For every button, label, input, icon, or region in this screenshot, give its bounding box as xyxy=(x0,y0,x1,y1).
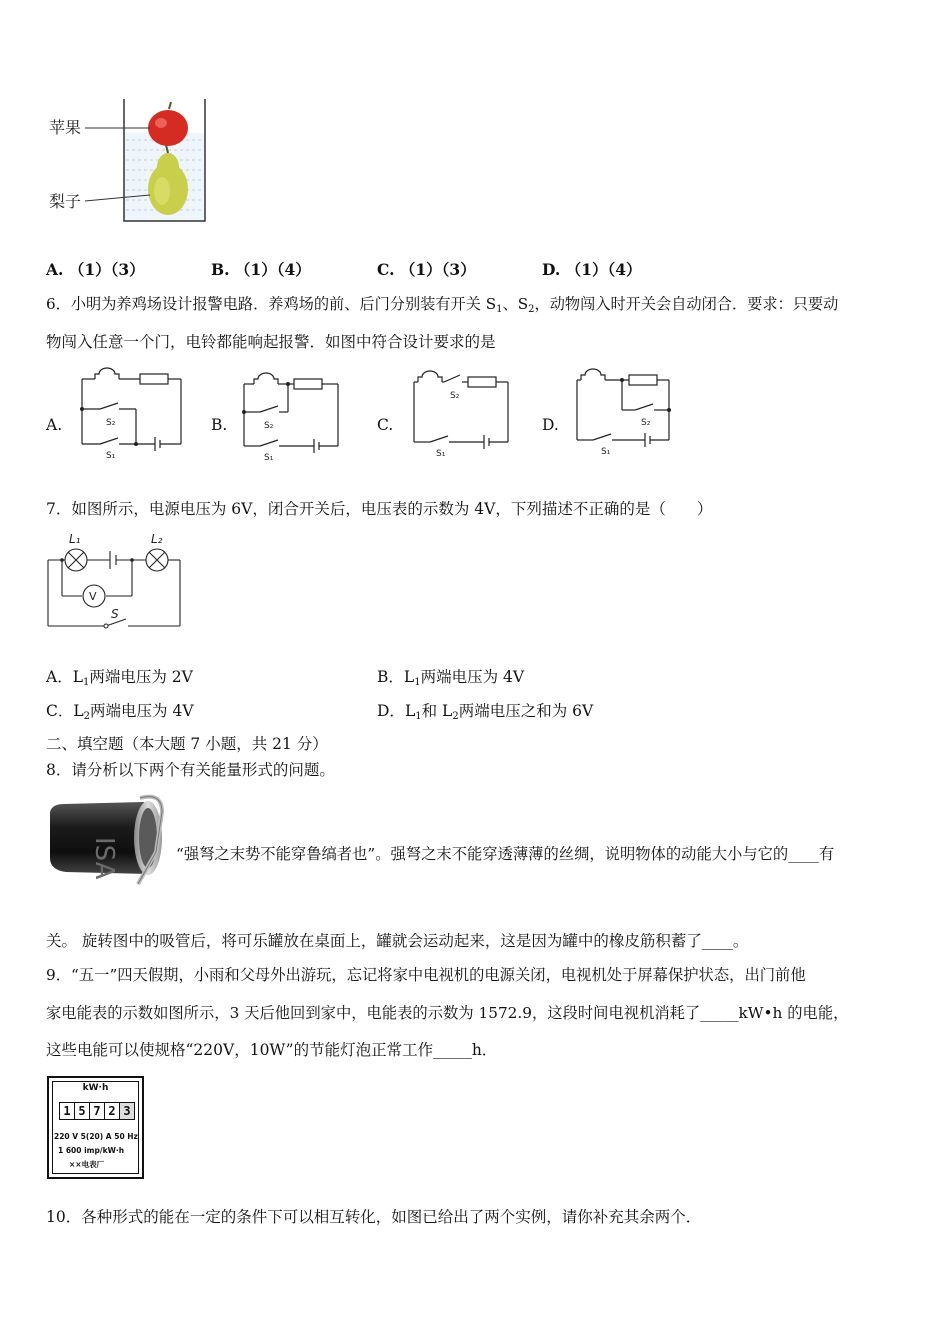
meter-digit: 1 xyxy=(60,1103,75,1119)
q6-option-b-label[interactable]: B. xyxy=(211,416,228,434)
s2-label: S₂ xyxy=(106,418,116,428)
q7-stem: 7．如图所示，电源电压为 6V，闭合开关后，电压表的示数为 4V，下列描述不正确的是（ ） xyxy=(46,500,713,518)
q9-text-line3: 这些电能可以使规格“220V，10W”的节能灯泡正常工作_____h． xyxy=(46,1041,498,1059)
s2-label: S₂ xyxy=(641,418,651,428)
voltmeter-label: V xyxy=(89,590,97,603)
section-title-fill-in: 二、填空题（本大题 7 小题，共 21 分） xyxy=(46,735,328,753)
s2-label: S₂ xyxy=(264,421,274,431)
q9-text-line1: 9．“五一”四天假期，小雨和父母外出游玩，忘记将家中电视机的电源关闭，电视机处于屏幕保护状态，出门前他 xyxy=(46,966,806,984)
q6-circuit-c xyxy=(402,368,522,460)
q7-option-c[interactable]: C．$L_2$两端电压为 4V xyxy=(46,702,194,722)
l2-label: L₂ xyxy=(151,532,163,546)
fruit-in-water-figure xyxy=(40,95,220,227)
q8-stem: 8．请分析以下两个有关能量形式的问题。 xyxy=(46,761,335,779)
q5-option-d[interactable]: D. （1）（4） xyxy=(542,260,642,279)
meter-digit: 7 xyxy=(90,1103,105,1119)
svg-text:ISA: ISA xyxy=(89,837,119,880)
s1-label: S₁ xyxy=(106,451,116,460)
q9-text-line2: 家电能表的示数如图所示，3 天后他回到家中，电能表的示数为 1572.9，这段时间电视机消耗了_____kW•h 的电能， xyxy=(46,1004,849,1022)
meter-digit: 5 xyxy=(75,1103,90,1119)
l1-label: L₁ xyxy=(69,532,81,546)
meter-digits xyxy=(59,1102,135,1120)
s1-label: S₁ xyxy=(436,449,446,459)
q8-text-line1: “强弩之末势不能穿鲁缟者也”。强弩之末不能穿透薄薄的丝绸，说明物体的动能大小与它的____有 xyxy=(176,845,835,863)
cola-can-figure xyxy=(44,792,174,888)
meter-digit: 2 xyxy=(105,1103,120,1119)
q6-stem-line1: 6．小明为养鸡场设计报警电路．养鸡场的前、后门分别装有开关 $S_1$、$S_2$，动物闯入时开关会自动闭合．要求：只要动 xyxy=(46,295,839,315)
q6-circuit-b xyxy=(232,370,352,462)
meter-digit-decimal: 3 xyxy=(120,1103,134,1119)
q10-stem: 10．各种形式的能在一定的条件下可以相互转化，如图已给出了两个实例，请你补充其余两个． xyxy=(46,1208,702,1226)
q5-option-c[interactable]: C. （1）（3） xyxy=(377,260,476,279)
q7-option-d[interactable]: D．$L_1$和 $L_2$两端电压之和为 6V xyxy=(377,702,594,722)
q6-option-c-label[interactable]: C. xyxy=(377,416,394,434)
s1-label: S₁ xyxy=(601,447,611,457)
q6-circuit-a xyxy=(70,365,190,460)
apple-label: 苹果 xyxy=(49,118,82,137)
q6-option-d-label[interactable]: D. xyxy=(542,416,559,434)
q6-circuit-d xyxy=(565,366,685,458)
pear-label: 梨子 xyxy=(49,192,82,211)
q6-stem-line2: 物闯入任意一个门，电铃都能响起报警．如图中符合设计要求的是 xyxy=(46,333,496,351)
s2-label: S₂ xyxy=(450,391,460,401)
q5-option-b[interactable]: B. （1）（4） xyxy=(211,260,311,279)
q5-option-a[interactable]: A. （1）（3） xyxy=(46,260,145,279)
energy-meter xyxy=(47,1076,144,1179)
meter-spec-rating: 220 V 5(20) A 50 Hz xyxy=(54,1132,138,1141)
q6-option-a-label[interactable]: A. xyxy=(46,416,63,434)
meter-unit: kW·h xyxy=(82,1083,109,1093)
q7-option-b[interactable]: B．$L_1$两端电压为 4V xyxy=(377,668,525,688)
meter-spec-constant: 1 600 imp/kW·h xyxy=(58,1146,125,1155)
switch-label: S xyxy=(111,607,119,621)
q8-text-line2: 关。 旋转图中的吸管后，将可乐罐放在桌面上，罐就会运动起来，这是因为罐中的橡皮筋积蓄了____。 xyxy=(46,932,749,950)
s1-label: S₁ xyxy=(264,453,274,462)
q7-option-a[interactable]: A．$L_1$两端电压为 2V xyxy=(46,668,193,688)
q7-circuit xyxy=(40,527,190,635)
meter-maker: ××电表厂 xyxy=(69,1160,105,1169)
